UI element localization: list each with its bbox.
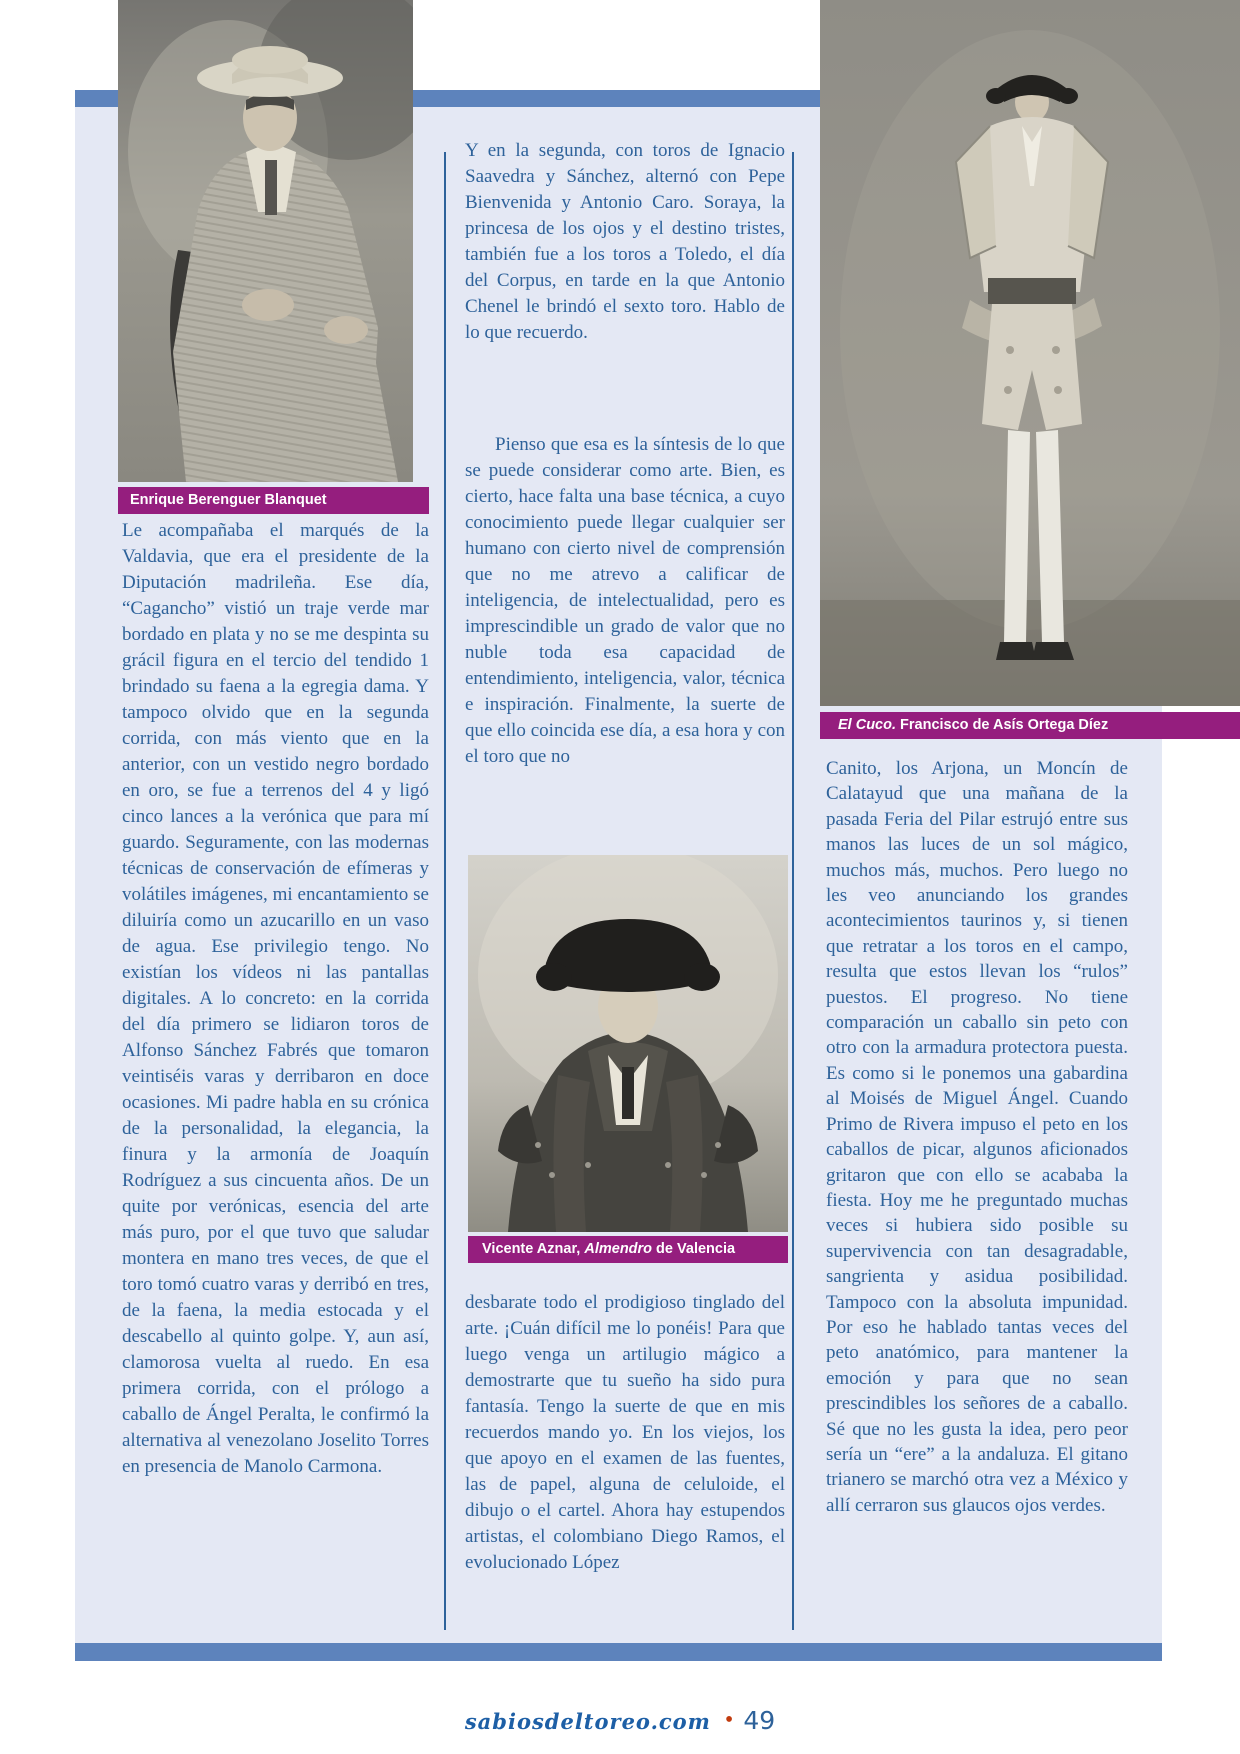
site-name: sabiosdeltoreo.com [464,1709,711,1734]
footer-bullet: • [724,1707,734,1733]
page-number: 49 [743,1706,776,1735]
page-footer [0,1706,1240,1735]
article-column-3: Canito, los Arjona, un Moncín de Calatayud que una mañana de la pasada Feria del Pilar estrujó entre sus manos las luces de un sol mágico, muchos más, muchos. Pero luego no les veo anunciando los grandes acontecimientos taurinos y, si tienen que retratar a los toros en el campo, resulta que estos llevan los “rulos” puestos. El progreso. No tiene comparación un caballo sin peto con otro con la armadura protectora puesta. Es como si le ponemos una gabardina al Moisés de Miguel Ángel. Cuando Primo de Rivera impuso el peto en los caballos de picar, algunos aficionados gritaron que con ello se acababa la fiesta. Hoy me he preguntado muchas veces si hubiera sido posible su supervivencia con tan desagradable, sangrienta y asidua posibilidad. Tampoco con la absoluta impunidad. Por eso he hablado tantas veces del peto anatómico, para mantener la emoción y para que no sean prescindibles los señores de a caballo. Sé que no les gusta la idea, pero peor sería un “ere” a la andaluza. El gitano trianero se marchó otra vez a México y allí cerraron sus glaucos ojos verdes. [826,758,1128,1516]
article-column-2-paragraph-3: desbarate todo el prodigioso tinglado del arte. ¡Cuán difícil me lo ponéis! Para que luego venga un artilugio mágico a demostrarte que tu sueño ha sido pura fantasía. Tengo la suerte de que en mis recuerdos mando yo. En los viejos, los que apoyo en el examen de las fuentes, las de papel, alguna de celuloide, el dibujo o el cartel. Ahora hay estupendos artistas, el colombiano Diego Ramos, el evolucionado López [465,1292,785,1573]
column-divider-2 [792,152,794,1630]
photo-caption-right [820,712,1240,739]
photo-caption-middle [468,1236,788,1263]
caption-alias-italic: Almendro [584,1241,653,1257]
caption-text: Enrique Berenguer Blanquet [130,492,327,508]
caption-text: de Valencia [652,1241,736,1257]
portrait-illustration [118,0,413,482]
photo-caption-left [118,487,429,514]
article-column-2-paragraph-1: Y en la segunda, con toros de Ignacio Saavedra y Sánchez, alternó con Pepe Bienvenida y Antonio Caro. Soraya, la princesa de los ojos y el destino tristes, también fue a los toros a Toledo, el día del Corpus, en tarde en la que Antonio Chenel le brindó el sexto toro. Hablo de lo que recuerdo. [465,140,785,343]
bullfighter-standing-illustration [820,0,1240,706]
article-column-1: Le acompañaba el marqués de la Valdavia, que era el presidente de la Diputación madrileña. Ese día, “Cagancho” vistió un traje verde mar bordado en plata y no se me despinta su grácil figura en el tercio del tendido 1 brindado su faena a la egregia dama. Y tampoco olvido que en la segunda corrida, con más viento que en la anterior, con un vestido negro bordado en oro, se fue a terrenos del 4 y ligó cinco lances a la verónica que para mí guardo. Seguramente, con las modernas técnicas de conservación de efímeras y volátiles imágenes, mi encantamiento se diluiría como un azucarillo en un vaso de agua. Ese privilegio tengo. No existían los vídeos ni las pantallas digitales. A lo concreto: en la corrida del día primero se lidiaron toros de Alfonso Sánchez Fabrés que tomaron veintiséis varas y derribaron en doce ocasiones. Mi padre habla en su crónica de la personalidad, la elegancia, la finura y la armonía de Joaquín Rodríguez a sus cincuenta años. De un quite por verónicas, esencia del arte más puro, por el que tuvo que saludar montera en mano tres veces, de que el toro tomó cuatro varas y derribó en tres, de la faena, la media estocada y el descabello al quinto golpe. Y, aun así, clamorosa vuelta al ruedo. En esa primera corrida, con el prólogo a caballo de Ángel Peralta, le confirmó la alternativa al venezolano Joselito Torres en presencia de Manolo Carmona. [122,520,429,1477]
bottom-rule-bar [75,1643,1162,1661]
photo-enrique-berenguer-blanquet [118,0,413,482]
bullfighter-portrait-illustration [468,855,788,1232]
caption-alias-italic: El Cuco. [838,717,897,733]
article-column-2-paragraph-2: Pienso que esa es la síntesis de lo que se puede considerar como arte. Bien, es cierto, hace falta una base técnica, a cuyo conocimiento puede llegar cualquier ser humano con cierto nivel de comprensión que no me atrevo a calificar de inteligencia, de intelectualidad, pero es imprescindible un grado de valor que no nuble toda esa capacidad de entendimiento, inteligencia, valor, técnica e inspiración. Finalmente, la suerte de que ello coincida ese día, a esa hora y con el toro que no [465,434,785,767]
column-divider-1 [444,152,446,1630]
photo-el-cuco [820,0,1240,706]
photo-vicente-aznar [468,855,788,1232]
caption-text: Francisco de Asís Ortega Díez [896,717,1109,733]
caption-text: Vicente Aznar, [482,1241,585,1257]
